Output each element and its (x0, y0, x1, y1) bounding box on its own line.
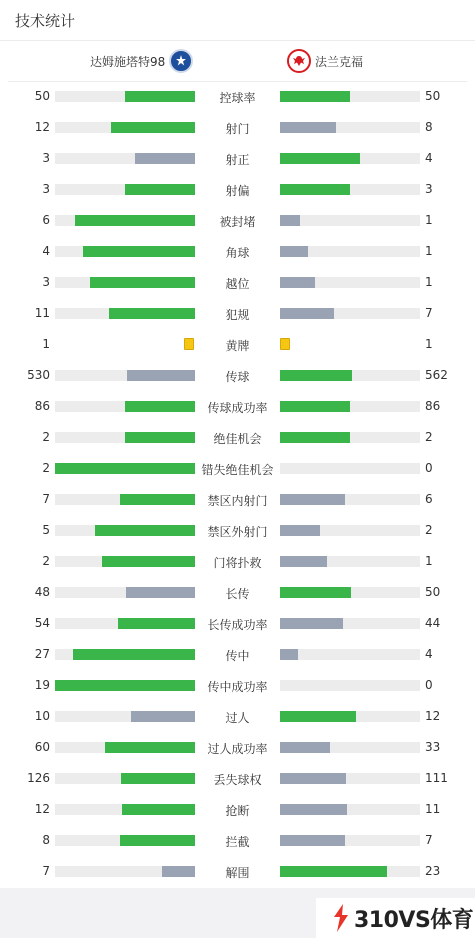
home-stat-fill (120, 494, 195, 505)
away-stat-fill (280, 215, 300, 226)
home-stat-bar (55, 122, 195, 133)
teams-row (8, 41, 467, 82)
away-stat-bar (280, 91, 420, 102)
home-stat-bar (55, 711, 195, 722)
away-stat-bar (280, 401, 420, 412)
away-stat-bar (280, 680, 420, 691)
away-stat-fill (280, 866, 387, 877)
home-team-name: 达姆施塔特98 (90, 54, 166, 69)
away-stat-bar (280, 804, 420, 815)
away-stat-value: 2 (425, 430, 433, 444)
home-stat-bar (55, 91, 195, 102)
home-stat-fill (90, 277, 195, 288)
stat-label: 控球率 (219, 91, 256, 105)
home-stat-fill (102, 556, 195, 567)
yellow-card-icon (280, 338, 290, 350)
away-stat-fill (280, 370, 352, 381)
home-stat-value: 54 (34, 616, 50, 630)
home-stat-fill (122, 804, 195, 815)
away-stat-value: 8 (425, 120, 433, 134)
home-stat-bar (55, 773, 195, 784)
home-stat-bar (55, 835, 195, 846)
stat-row (0, 329, 475, 360)
away-stat-value: 33 (425, 740, 441, 754)
home-stat-value: 5 (42, 523, 50, 537)
stat-row (0, 267, 475, 298)
away-stat-bar (280, 556, 420, 567)
stat-label: 抢断 (225, 804, 250, 818)
away-stat-fill (280, 308, 334, 319)
stat-row (0, 763, 475, 794)
away-stat-bar (280, 308, 420, 319)
home-stat-bar (55, 370, 195, 381)
away-stat-value: 50 (425, 585, 441, 599)
stat-label: 丢失球权 (213, 773, 262, 787)
home-stat-value: 4 (42, 244, 50, 258)
home-stat-value: 7 (42, 864, 50, 878)
home-stat-value: 10 (34, 709, 50, 723)
home-stat-bar (55, 525, 195, 536)
stat-row (0, 670, 475, 701)
home-stat-fill (75, 215, 195, 226)
stat-label: 长传 (225, 587, 250, 601)
away-stat-value: 12 (425, 709, 441, 723)
home-stat-bar (55, 742, 195, 753)
stat-label: 越位 (225, 277, 250, 291)
stat-label: 传中 (225, 649, 250, 663)
away-stat-value: 1 (425, 554, 433, 568)
home-stat-fill (127, 370, 195, 381)
away-stat-fill (280, 122, 336, 133)
away-stat-fill (280, 835, 345, 846)
home-stat-bar (55, 587, 195, 598)
away-stat-fill (280, 184, 350, 195)
away-team-name: 法兰克福 (315, 54, 364, 69)
home-stat-bar (55, 494, 195, 505)
stat-row (0, 236, 475, 267)
away-stat-value: 86 (425, 399, 441, 413)
eintracht-eagle-icon (287, 49, 311, 73)
away-stat-bar (280, 835, 420, 846)
away-stat-bar (280, 463, 420, 474)
stat-row (0, 298, 475, 329)
home-stat-bar (55, 556, 195, 567)
away-stat-bar (280, 618, 420, 629)
away-stat-value: 50 (425, 89, 441, 103)
stat-row (0, 515, 475, 546)
stat-row (0, 701, 475, 732)
home-stat-bar (55, 463, 195, 474)
stat-row (0, 639, 475, 670)
stat-row (0, 143, 475, 174)
home-stat-bar (55, 618, 195, 629)
stat-row (0, 484, 475, 515)
away-team[interactable] (287, 49, 363, 73)
stat-label: 过人 (225, 711, 250, 725)
away-stat-fill (280, 556, 327, 567)
stat-row (0, 546, 475, 577)
away-stat-value: 3 (425, 182, 433, 196)
away-stat-value: 6 (425, 492, 433, 506)
home-stat-bar (55, 215, 195, 226)
away-stat-bar (280, 153, 420, 164)
away-stat-fill (280, 401, 350, 412)
stat-label: 被封堵 (219, 215, 256, 229)
away-stat-fill (280, 91, 350, 102)
away-stat-fill (280, 587, 351, 598)
stat-row (0, 205, 475, 236)
stats-list (0, 81, 475, 887)
home-stat-fill (55, 463, 195, 474)
away-stat-value: 0 (425, 461, 433, 475)
stat-row (0, 856, 475, 887)
brand-logo (316, 898, 475, 938)
away-stat-bar (280, 432, 420, 443)
away-stat-bar (280, 277, 420, 288)
away-stat-value: 1 (425, 244, 433, 258)
away-stat-value: 0 (425, 678, 433, 692)
brand-text: 310VS体育 (354, 907, 474, 933)
stat-label: 禁区外射门 (207, 525, 268, 539)
away-stat-bar (280, 742, 420, 753)
away-stat-fill (280, 525, 320, 536)
home-stat-value: 3 (42, 275, 50, 289)
home-stat-fill (131, 711, 195, 722)
away-stat-fill (280, 432, 350, 443)
away-stat-fill (280, 494, 345, 505)
away-stat-bar (280, 711, 420, 722)
stat-row (0, 112, 475, 143)
stat-label: 门将扑救 (213, 556, 262, 570)
stat-row (0, 360, 475, 391)
home-stat-fill (121, 773, 195, 784)
home-stat-fill (125, 432, 195, 443)
stat-label: 犯规 (225, 308, 250, 322)
yellow-card-icon (184, 338, 194, 350)
home-stat-fill (55, 680, 195, 691)
stat-label: 解围 (225, 866, 250, 880)
stat-row (0, 608, 475, 639)
away-stat-value: 4 (425, 151, 433, 165)
home-stat-value: 6 (42, 213, 50, 227)
home-stat-value: 12 (34, 120, 50, 134)
away-stat-bar (280, 587, 420, 598)
home-stat-bar (55, 308, 195, 319)
home-stat-bar (55, 246, 195, 257)
stat-label: 角球 (225, 246, 250, 260)
stat-label: 射门 (225, 122, 250, 136)
home-stat-fill (125, 91, 195, 102)
home-stat-fill (125, 184, 195, 195)
home-stat-fill (73, 649, 195, 660)
home-stat-value: 11 (34, 306, 50, 320)
stat-label: 禁区内射门 (207, 494, 268, 508)
away-stat-fill (280, 773, 346, 784)
away-stat-bar (280, 494, 420, 505)
home-stat-value: 12 (34, 802, 50, 816)
stat-label: 射正 (225, 153, 250, 167)
away-stat-fill (280, 246, 308, 257)
home-stat-fill (95, 525, 195, 536)
home-stat-value: 3 (42, 182, 50, 196)
away-stat-value: 7 (425, 306, 433, 320)
stat-label: 传球成功率 (207, 401, 268, 415)
home-stat-bar (55, 804, 195, 815)
home-stat-value: 48 (34, 585, 50, 599)
darmstadt-crest-icon (169, 49, 193, 73)
away-stat-bar (280, 866, 420, 877)
home-stat-bar (55, 866, 195, 877)
stat-row (0, 422, 475, 453)
home-stat-fill (111, 122, 195, 133)
stat-row (0, 825, 475, 856)
stat-row (0, 174, 475, 205)
home-stat-bar (55, 401, 195, 412)
stat-label: 过人成功率 (207, 742, 268, 756)
home-stat-bar (55, 649, 195, 660)
away-stat-bar (280, 649, 420, 660)
stat-label: 传球 (225, 370, 250, 384)
away-stat-value: 1 (425, 337, 433, 351)
home-stat-value: 60 (34, 740, 50, 754)
away-stat-fill (280, 711, 356, 722)
away-stat-bar (280, 773, 420, 784)
stat-label: 长传成功率 (207, 618, 268, 632)
home-stat-fill (120, 835, 195, 846)
stat-row (0, 794, 475, 825)
home-stat-value: 2 (42, 461, 50, 475)
home-stat-fill (125, 401, 195, 412)
away-stat-value: 2 (425, 523, 433, 537)
home-stat-value: 2 (42, 554, 50, 568)
stat-label: 黄牌 (225, 339, 250, 353)
home-stat-value: 126 (27, 771, 50, 785)
stat-label: 绝佳机会 (213, 432, 262, 446)
stat-row (0, 732, 475, 763)
stat-row (0, 391, 475, 422)
away-stat-fill (280, 618, 343, 629)
away-stat-value: 44 (425, 616, 441, 630)
away-stat-value: 7 (425, 833, 433, 847)
stat-row (0, 577, 475, 608)
stat-row (0, 453, 475, 484)
home-stat-fill (109, 308, 195, 319)
home-stat-value: 3 (42, 151, 50, 165)
away-stat-value: 111 (425, 771, 448, 785)
stat-row (0, 81, 475, 112)
away-stat-bar (280, 215, 420, 226)
section-header (0, 0, 475, 41)
section-title: 技术统计 (15, 11, 76, 30)
away-stat-value: 23 (425, 864, 441, 878)
away-stat-value: 562 (425, 368, 448, 382)
stat-label: 拦截 (225, 835, 250, 849)
away-stat-fill (280, 649, 298, 660)
away-stat-fill (280, 742, 330, 753)
away-stat-bar (280, 122, 420, 133)
away-stat-fill (280, 277, 315, 288)
home-stat-value: 86 (34, 399, 50, 413)
home-stat-value: 27 (34, 647, 50, 661)
home-stat-fill (83, 246, 195, 257)
stat-label: 射偏 (225, 184, 250, 198)
away-stat-bar (280, 246, 420, 257)
home-stat-bar (55, 277, 195, 288)
away-stat-value: 1 (425, 213, 433, 227)
brand-flame-icon (330, 903, 352, 933)
away-stat-bar (280, 184, 420, 195)
home-stat-bar (55, 184, 195, 195)
away-stat-value: 4 (425, 647, 433, 661)
away-stat-fill (280, 153, 360, 164)
home-stat-fill (135, 153, 195, 164)
home-stat-fill (118, 618, 195, 629)
home-stat-bar (55, 432, 195, 443)
home-stat-value: 7 (42, 492, 50, 506)
home-stat-value: 19 (34, 678, 50, 692)
home-stat-fill (162, 866, 195, 877)
away-stat-value: 1 (425, 275, 433, 289)
home-stat-value: 530 (27, 368, 50, 382)
stat-label: 错失绝佳机会 (201, 463, 274, 477)
home-stat-value: 8 (42, 833, 50, 847)
away-stat-bar (280, 525, 420, 536)
away-stat-bar (280, 370, 420, 381)
home-stat-bar (55, 153, 195, 164)
away-stat-value: 11 (425, 802, 441, 816)
home-stat-value: 50 (34, 89, 50, 103)
home-stat-value: 1 (42, 337, 50, 351)
home-team[interactable] (90, 49, 193, 73)
home-stat-fill (105, 742, 195, 753)
home-stat-bar (55, 680, 195, 691)
stat-label: 传中成功率 (207, 680, 268, 694)
home-stat-fill (126, 587, 195, 598)
home-stat-value: 2 (42, 430, 50, 444)
away-stat-fill (280, 804, 347, 815)
